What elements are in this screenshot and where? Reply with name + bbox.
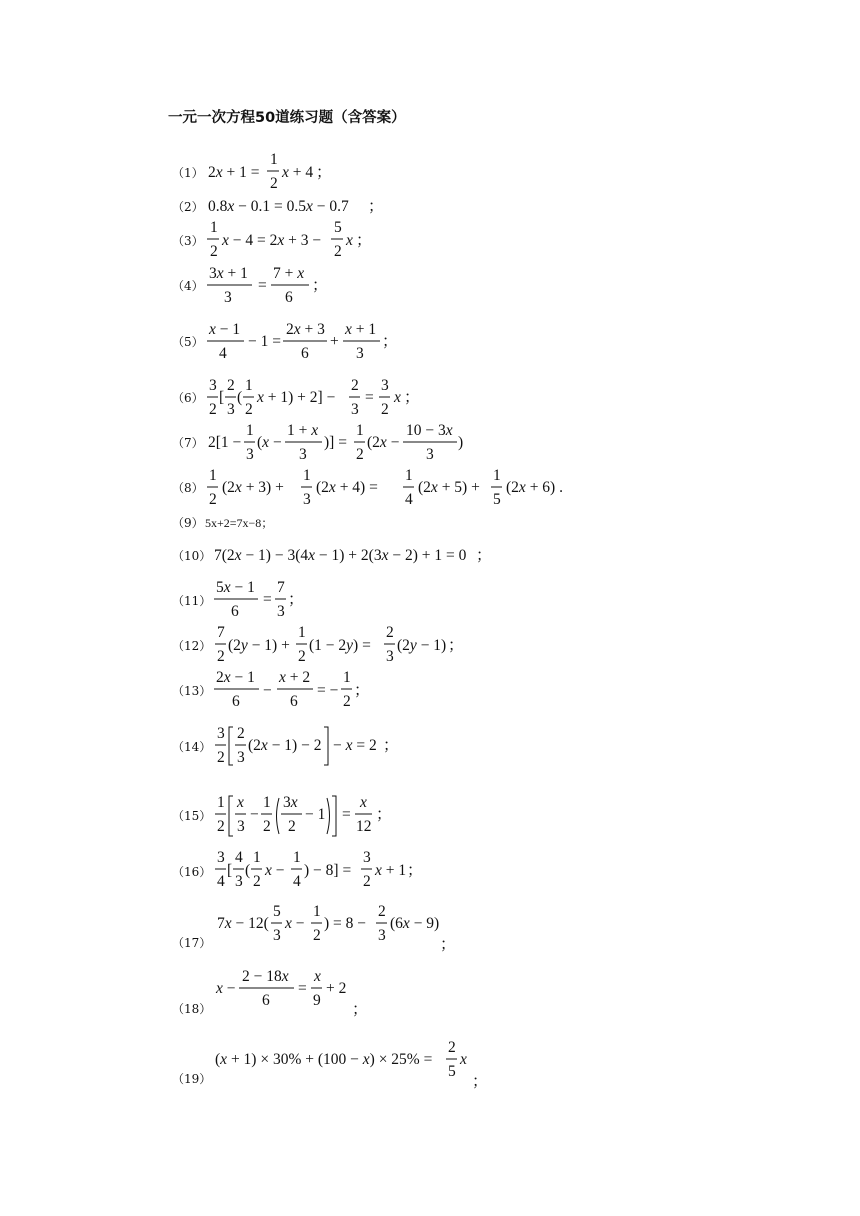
svg-text:；: ； (383, 737, 399, 754)
svg-text:3: 3 (386, 648, 394, 665)
svg-text:2: 2 (351, 377, 359, 394)
svg-text:(6x − 9): (6x − 9) (390, 915, 440, 932)
svg-text:；: ； (316, 164, 332, 181)
svg-text:=: = (365, 389, 374, 406)
svg-text:；: ； (404, 389, 420, 406)
svg-text:12: 12 (356, 818, 372, 835)
svg-text:4: 4 (293, 873, 301, 890)
svg-text:=: = (258, 277, 267, 294)
equation-2 (206, 193, 406, 217)
svg-text:2: 2 (237, 725, 245, 742)
svg-text:[: [ (227, 862, 233, 879)
equation-19 (206, 1038, 496, 1090)
svg-text:(: ( (245, 862, 251, 879)
svg-text:2: 2 (270, 175, 278, 192)
svg-text:2: 2 (210, 243, 218, 260)
svg-text:(: ( (237, 389, 243, 406)
svg-text:2x + 1 =: 2x + 1 = (208, 164, 260, 181)
equation-17 (206, 903, 456, 955)
svg-text:7(2x − 1) − 3(4x − 1) + 2(3x −: 7(2x − 1) − 3(4x − 1) + 2(3x − 2) + 1 = 0 (214, 547, 467, 564)
svg-text:3: 3 (378, 927, 386, 944)
svg-text:1: 1 (246, 422, 254, 439)
svg-text:1: 1 (303, 467, 311, 484)
svg-text:x: x (360, 794, 367, 811)
svg-text:(2x + 4) =: (2x + 4) = (316, 479, 378, 496)
svg-text:5: 5 (493, 491, 501, 508)
svg-text:3: 3 (217, 725, 225, 742)
problem-number: （18） (172, 1002, 212, 1016)
equation-18 (206, 968, 406, 1020)
svg-text:3: 3 (209, 377, 217, 394)
problem-number: （12） (172, 639, 212, 653)
svg-text:1: 1 (343, 669, 351, 686)
svg-text:− 1 =: − 1 = (248, 333, 281, 350)
svg-text:2: 2 (217, 818, 225, 835)
svg-text:− x = 2: − x = 2 (333, 737, 377, 754)
svg-text:3: 3 (237, 818, 245, 835)
svg-text:4: 4 (405, 491, 413, 508)
svg-text:3: 3 (217, 849, 225, 866)
svg-text:2: 2 (356, 446, 364, 463)
svg-text:2: 2 (253, 873, 261, 890)
svg-text:7: 7 (277, 579, 285, 596)
svg-text:2: 2 (381, 401, 389, 418)
problem-number: （16） (172, 865, 212, 879)
svg-text:(1 − 2y) =: (1 − 2y) = (309, 637, 371, 654)
svg-text:3x + 1: 3x + 1 (209, 265, 248, 282)
equation-10 (206, 541, 496, 569)
svg-text:；: ； (288, 591, 304, 608)
svg-text:；: ； (440, 936, 456, 953)
svg-text:x + 1) + 2] −: x + 1) + 2] − (257, 389, 336, 406)
svg-text:2: 2 (363, 873, 371, 890)
equation-4 (206, 264, 406, 308)
svg-text:1: 1 (356, 422, 364, 439)
svg-text:1: 1 (313, 903, 321, 920)
svg-text:3: 3 (299, 446, 307, 463)
equation-6 (206, 376, 426, 420)
svg-text:x + 4: x + 4 (282, 164, 314, 181)
svg-text:1: 1 (293, 849, 301, 866)
equation-15 (206, 792, 406, 842)
svg-text:3: 3 (237, 749, 245, 766)
problem-number: （11） (172, 594, 212, 608)
svg-text:+ 2: + 2 (326, 980, 347, 997)
svg-text:；: ； (312, 277, 328, 294)
svg-text:x −: x − (265, 862, 285, 879)
svg-text:− 1: − 1 (305, 806, 326, 823)
svg-text:2: 2 (263, 818, 271, 835)
svg-text:x: x (237, 794, 244, 811)
svg-text:6: 6 (285, 289, 293, 306)
problem-number: （9） (172, 516, 204, 530)
svg-text:1: 1 (263, 794, 271, 811)
svg-text:x: x (346, 232, 353, 249)
equation-7 (206, 421, 476, 465)
svg-text:1: 1 (298, 624, 306, 641)
svg-text:5: 5 (273, 903, 281, 920)
svg-text:2: 2 (313, 927, 321, 944)
svg-text:2[1 −: 2[1 − (208, 434, 242, 451)
problem-number: （1） (172, 166, 204, 180)
svg-text:3: 3 (277, 603, 285, 620)
equation-9-text: 5x+2=7x−8； (205, 516, 274, 530)
svg-text:) = 8 −: ) = 8 − (324, 915, 367, 932)
svg-text:(2x − 1) − 2: (2x − 1) − 2 (248, 737, 322, 754)
svg-text:6: 6 (232, 693, 240, 710)
svg-text:2: 2 (209, 491, 217, 508)
svg-text:6: 6 (231, 603, 239, 620)
equation-16 (206, 848, 426, 892)
svg-text:5: 5 (448, 1063, 456, 1080)
svg-text:5: 5 (334, 219, 342, 236)
svg-text:5x − 1: 5x − 1 (216, 579, 255, 596)
svg-text:x: x (460, 1051, 467, 1068)
svg-text:3: 3 (235, 873, 243, 890)
svg-text:2: 2 (288, 818, 296, 835)
svg-text:6: 6 (290, 693, 298, 710)
svg-text:9: 9 (313, 992, 321, 1009)
equation-12 (206, 623, 466, 667)
svg-text:1: 1 (209, 467, 217, 484)
equation-5 (206, 320, 406, 364)
svg-text:10 − 3x: 10 − 3x (406, 422, 453, 439)
svg-text:3: 3 (363, 849, 371, 866)
svg-text:4: 4 (235, 849, 243, 866)
equation-13 (206, 668, 406, 712)
svg-text:7: 7 (217, 624, 225, 641)
svg-text:1: 1 (253, 849, 261, 866)
svg-text:2: 2 (217, 648, 225, 665)
svg-text:7x − 12(: 7x − 12( (217, 915, 269, 932)
problem-number: （3） (172, 234, 204, 248)
equation-1 (206, 150, 406, 192)
svg-text:−: − (263, 682, 272, 699)
svg-text:(x + 1) × 30% + (100 − x) × 25: (x + 1) × 30% + (100 − x) × 25% = (215, 1051, 433, 1068)
svg-text:；: ； (356, 232, 372, 249)
svg-text:=: = (263, 591, 272, 608)
svg-text:)] =: )] = (324, 434, 347, 451)
svg-text:) − 8] =: ) − 8] = (304, 862, 352, 879)
svg-text:2 − 18x: 2 − 18x (242, 968, 289, 985)
equation-3 (206, 218, 406, 262)
svg-text:4: 4 (217, 873, 225, 890)
svg-text:3: 3 (273, 927, 281, 944)
svg-text:；: ； (472, 1073, 488, 1090)
svg-text:2: 2 (298, 648, 306, 665)
svg-text:6: 6 (262, 992, 270, 1009)
svg-text:3: 3 (246, 446, 254, 463)
svg-text:=: = (342, 806, 351, 823)
svg-text:+: + (330, 333, 339, 350)
problem-number: （6） (172, 391, 204, 405)
svg-text:1: 1 (270, 151, 278, 168)
svg-text:(2x + 5) +: (2x + 5) + (418, 479, 480, 496)
svg-text:2: 2 (448, 1039, 456, 1056)
svg-text:= −: = − (317, 682, 339, 699)
svg-text:2: 2 (209, 401, 217, 418)
svg-text:1: 1 (210, 219, 218, 236)
svg-text:2x + 3: 2x + 3 (286, 321, 325, 338)
svg-text:1: 1 (245, 377, 253, 394)
problem-number: （14） (172, 740, 212, 754)
svg-text:；: ； (382, 333, 398, 350)
svg-text:3x: 3x (283, 794, 298, 811)
svg-text:(x −: (x − (257, 434, 282, 451)
svg-text:): ) (458, 434, 464, 451)
svg-text:2x − 1: 2x − 1 (216, 669, 255, 686)
problem-number: （2） (172, 200, 204, 214)
problem-number: （7） (172, 436, 204, 450)
equation-8 (206, 466, 563, 510)
svg-text:2: 2 (217, 749, 225, 766)
svg-text:x: x (314, 968, 321, 985)
svg-text:3: 3 (381, 377, 389, 394)
svg-text:x + 1: x + 1 (345, 321, 377, 338)
svg-text:1 + x: 1 + x (287, 422, 319, 439)
svg-text:3: 3 (356, 345, 364, 362)
svg-text:2: 2 (334, 243, 342, 260)
svg-text:x + 1: x + 1 (375, 862, 407, 879)
svg-text:x −: x − (285, 915, 305, 932)
svg-text:；: ； (376, 806, 392, 823)
svg-text:(2x + 6) .: (2x + 6) . (506, 479, 563, 496)
svg-text:；: ； (354, 682, 370, 699)
svg-text:(2y − 1) +: (2y − 1) + (228, 637, 290, 654)
svg-text:0.8x − 0.1 = 0.5x − 0.7: 0.8x − 0.1 = 0.5x − 0.7 (208, 198, 349, 215)
svg-text:；: ； (352, 1001, 368, 1018)
svg-text:7 + x: 7 + x (273, 265, 305, 282)
svg-text:1: 1 (217, 794, 225, 811)
svg-text:[: [ (219, 389, 225, 406)
svg-text:3: 3 (224, 289, 232, 306)
page-title: 一元一次方程50道练习题（含答案） (168, 110, 406, 126)
problem-number: （8） (172, 481, 204, 495)
svg-text:2: 2 (378, 903, 386, 920)
equation-11 (206, 578, 406, 622)
problem-number: （5） (172, 335, 204, 349)
problem-number: （15） (172, 809, 212, 823)
svg-text:(2x −: (2x − (367, 434, 400, 451)
svg-text:；: ； (368, 198, 384, 215)
svg-text:x + 2: x + 2 (279, 669, 311, 686)
problem-number: （19） (172, 1072, 212, 1086)
svg-text:2: 2 (227, 377, 235, 394)
svg-text:6: 6 (301, 345, 309, 362)
svg-text:(2y − 1): (2y − 1) (397, 637, 447, 654)
svg-text:3: 3 (303, 491, 311, 508)
svg-text:3: 3 (227, 401, 235, 418)
svg-text:−: − (250, 806, 259, 823)
svg-text:=: = (298, 980, 307, 997)
equation-14 (206, 723, 406, 771)
svg-text:2: 2 (343, 693, 351, 710)
problem-number: （4） (172, 279, 204, 293)
svg-text:x −: x − (216, 980, 236, 997)
svg-text:3: 3 (351, 401, 359, 418)
svg-text:3: 3 (426, 446, 434, 463)
problem-number: （17） (172, 936, 212, 950)
problem-number: （13） (172, 684, 212, 698)
svg-text:x: x (394, 389, 401, 406)
problem-number: （10） (172, 549, 212, 563)
svg-text:2: 2 (386, 624, 394, 641)
svg-text:；: ； (407, 862, 423, 879)
svg-text:2: 2 (245, 401, 253, 418)
svg-text:(2x + 3) +: (2x + 3) + (222, 479, 284, 496)
svg-text:1: 1 (405, 467, 413, 484)
svg-text:x − 1: x − 1 (209, 321, 241, 338)
svg-text:4: 4 (219, 345, 227, 362)
svg-text:x − 4 = 2x + 3 −: x − 4 = 2x + 3 − (222, 232, 322, 249)
svg-text:；: ； (476, 547, 492, 564)
svg-text:1: 1 (493, 467, 501, 484)
svg-text:；: ； (448, 637, 464, 654)
